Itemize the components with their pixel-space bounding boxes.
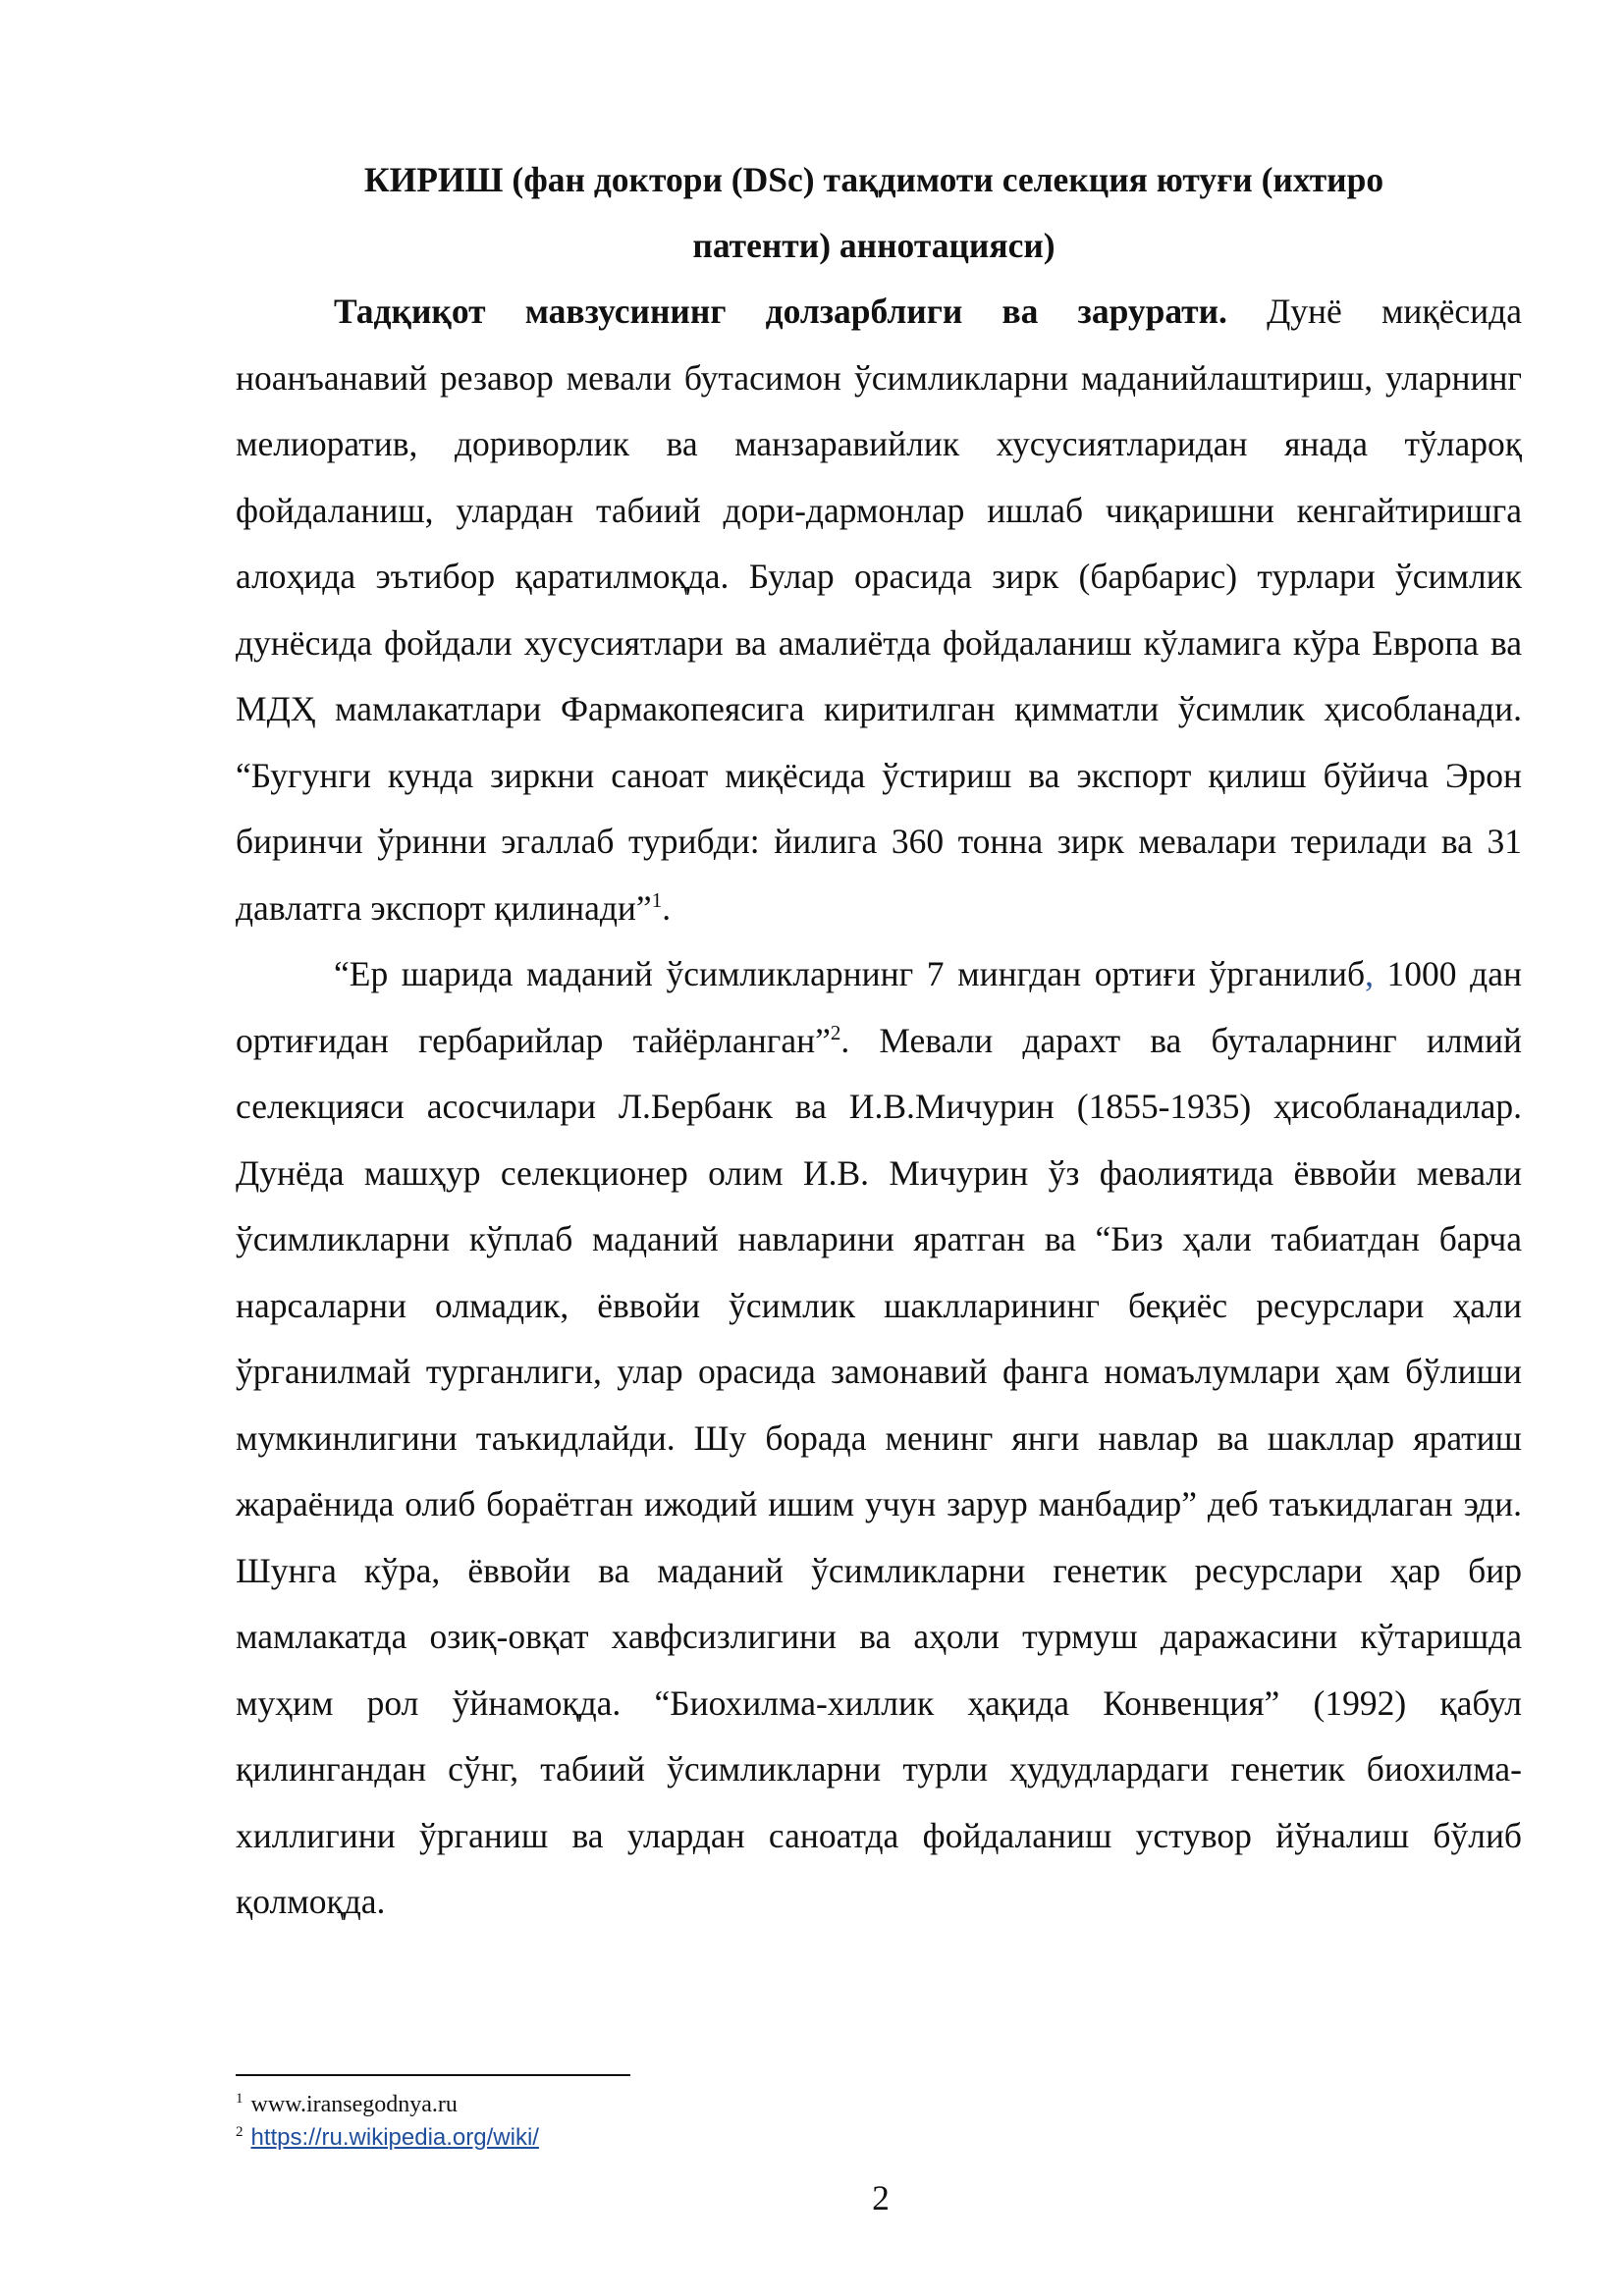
page-number: 2	[872, 2178, 890, 2217]
footnote-reference-2[interactable]: 2	[830, 1020, 841, 1044]
paragraph-2-comma: ,	[1365, 954, 1374, 993]
paragraph-1	[236, 279, 1522, 941]
footnote-1	[236, 2089, 1119, 2121]
title-line-2: патенти) аннотацияси)	[692, 226, 1056, 265]
paragraph-1-end: .	[662, 887, 672, 928]
footnote-link-2[interactable]: https://ru.wikipedia.org/wiki/	[250, 2124, 539, 2151]
title-line-1: КИРИШ (фан доктори (DSc) тақдимоти селекция ютуғи (ихтиро	[363, 160, 1384, 199]
footnote-mark-1: 1	[236, 2091, 244, 2107]
footnotes	[236, 2089, 1119, 2155]
paragraph-2-text-c: . Мевали дарахт ва буталарнинг илмий селекцияси асосчилари Л.Бербанк ва И.В.Мичурин (1855-1935) ҳисобланадилар. Дунёда машҳур селекционер олим И.В. Мичурин ўз фаолиятида ёввойи мевали ўсимликларни кўплаб маданий навларини яратган ва “Биз ҳали табиатдан барча нарсаларни олмадик, ёввойи ўсимлик шаклларининг беқиёс ресурслари ҳали ўрганилмай турганлиги, улар орасида замонавий фанга номаълумлари ҳам бўлиши мумкинлигини таъкидлайди. Шу борада менинг янги навлар ва шакллар яратиш жараёнида олиб бораётган ижодий ишим учун зарур манбадир” деб таъкидлаган эди. Шунга кўра, ёввойи ва маданий ўсимликларни генетик ресурслари ҳар бир мамлакатда озиқ-овқат хавфсизлигини ва аҳоли турмуш даражасини кўтаришда муҳим рол ўйнамоқда. “Биохилма-хиллик ҳақида Конвенция” (1992) қабул қилингандан сўнг, табиий ўсимликларни турли ҳудудлардаги генетик биохилма-хиллигини ўрганиш ва улардан саноатда фойдаланиш устувор йўналиш бўлиб қолмоқда.	[236, 1020, 1522, 1921]
footnote-text-1: www.iransegodnya.ru	[250, 2092, 458, 2117]
paragraph-lead: Тадқиқот мавзусининг долзарблиги ва зарурати.	[334, 292, 1227, 331]
footnote-mark-2: 2	[236, 2124, 244, 2140]
paragraph-2	[236, 941, 1522, 1936]
body-text	[236, 279, 1522, 1936]
footnote-2	[236, 2121, 1119, 2155]
footnote-separator	[236, 2074, 630, 2076]
footnote-reference-1[interactable]: 1	[651, 887, 663, 912]
paragraph-2-text-a: “Ер шарида маданий ўсимликларнинг 7 мингдан ортиғи ўрганилиб	[334, 954, 1366, 993]
paragraph-2-text-b: 1000 дан ортиғидан гербарийлар тайёрланган”	[236, 954, 1522, 1060]
paragraph-1-text: Дунё миқёсида ноанъанавий резавор мевали бутасимон ўсимликларни маданийлаштириш, уларнинг мелиоратив, дориворлик ва манзаравийлик хусусиятларидан янада тўлароқ фойдаланиш, улардан табиий дори-дармонлар ишлаб чиқаришни кенгайтиришга алоҳида эътибор қаратилмоқда. Булар орасида зирк (барбарис) турлари ўсимлик дунёсида фойдали хусусиятлари ва амалиётда фойдаланиш кўламига кўра Европа ва МДҲ мамлакатлари Фармакопеясига киритилган қимматли ўсимлик ҳисобланади. “Бугунги кунда зиркни саноат миқёсида ўстириш ва экспорт қилиш бўйича Эрон биринчи ўринни эгаллаб турибди: йилига 360 тонна зирк мевалари терилади ва 31 давлатга экспорт қилинади”	[236, 292, 1522, 928]
page-title	[236, 147, 1512, 279]
